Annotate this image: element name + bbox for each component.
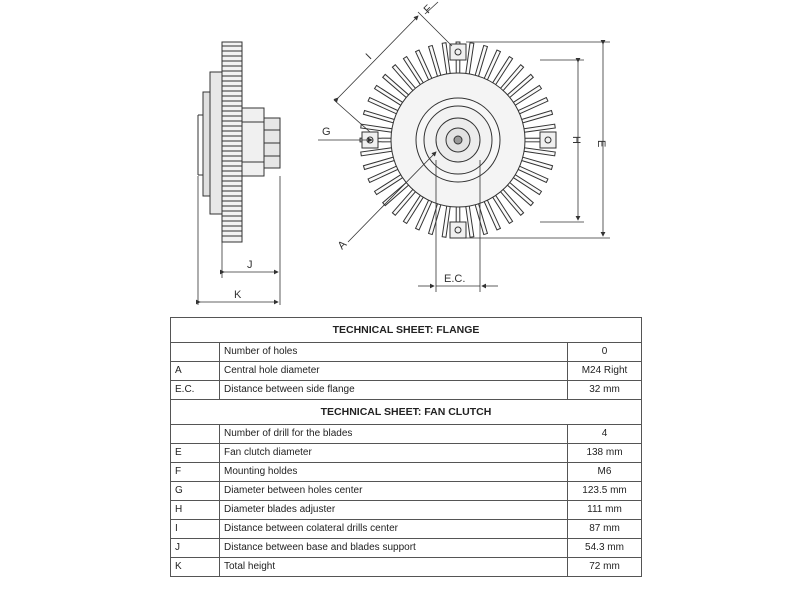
fan-clutch-title: TECHNICAL SHEET: FAN CLUTCH	[171, 400, 642, 425]
table-row	[171, 539, 642, 558]
label-ec: E.C.	[444, 273, 466, 285]
row-value: M24 Right	[568, 362, 642, 381]
label-k: K	[234, 289, 242, 301]
row-value: 72 mm	[568, 558, 642, 577]
row-description: Fan clutch diameter	[220, 444, 568, 463]
front-view	[360, 42, 556, 238]
label-i: I	[363, 51, 375, 63]
side-view	[198, 42, 280, 242]
table-row	[171, 482, 642, 501]
label-a: A	[335, 238, 350, 253]
row-code: J	[171, 539, 220, 558]
table-row	[171, 501, 642, 520]
row-description: Distance between base and blades support	[220, 539, 568, 558]
row-description: Diameter blades adjuster	[220, 501, 568, 520]
row-value: 111 mm	[568, 501, 642, 520]
table-row	[171, 425, 642, 444]
row-code: K	[171, 558, 220, 577]
row-description: Mounting holdes	[220, 463, 568, 482]
row-value: 54.3 mm	[568, 539, 642, 558]
table-row	[171, 558, 642, 577]
row-code: G	[171, 482, 220, 501]
row-code: I	[171, 520, 220, 539]
row-description: Distance between side flange	[220, 381, 568, 400]
row-code	[171, 425, 220, 444]
table-row	[171, 444, 642, 463]
label-h: H	[570, 136, 582, 144]
row-code	[171, 343, 220, 362]
row-code: E	[171, 444, 220, 463]
label-j: J	[247, 259, 253, 271]
row-code: E.C.	[171, 381, 220, 400]
row-value: 123.5 mm	[568, 482, 642, 501]
table-row	[171, 520, 642, 539]
row-value: 87 mm	[568, 520, 642, 539]
technical-sheet-table	[170, 317, 642, 577]
fan-clutch-header-row	[171, 400, 642, 425]
row-value: 0	[568, 343, 642, 362]
table-row	[171, 463, 642, 482]
label-f: F	[421, 2, 435, 17]
row-description: Diameter between holes center	[220, 482, 568, 501]
table-row	[171, 381, 642, 400]
row-value: M6	[568, 463, 642, 482]
label-g: G	[322, 126, 331, 138]
row-description: Central hole diameter	[220, 362, 568, 381]
row-description: Distance between colateral drills center	[220, 520, 568, 539]
row-value: 32 mm	[568, 381, 642, 400]
table-row	[171, 343, 642, 362]
row-description: Total height	[220, 558, 568, 577]
row-code: A	[171, 362, 220, 381]
row-description: Number of drill for the blades	[220, 425, 568, 444]
flange-header-row	[171, 318, 642, 343]
row-code: F	[171, 463, 220, 482]
row-code: H	[171, 501, 220, 520]
row-value: 138 mm	[568, 444, 642, 463]
label-e: E	[595, 140, 607, 148]
table-row	[171, 362, 642, 381]
flange-title: TECHNICAL SHEET: FLANGE	[171, 318, 642, 343]
row-description: Number of holes	[220, 343, 568, 362]
row-value: 4	[568, 425, 642, 444]
